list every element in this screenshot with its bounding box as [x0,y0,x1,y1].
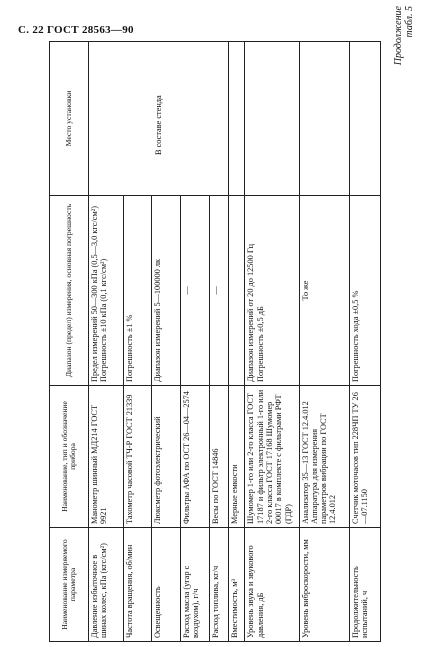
cell-parameter: Расход масла (угар с воздухом), г/ч [180,528,209,642]
table-row [349,42,380,642]
cell-instrument: Весы по ГОСТ 14846 [209,386,228,528]
column-header-place: Место установки [50,42,89,196]
cell-place [349,42,380,196]
cell-instrument: Фильтры АФА по ОСТ 26—04—2574 [180,386,209,528]
measurement-instruments-table [49,41,381,642]
cell-range: Погрешность ±1 % [124,196,151,386]
cell-instrument: Тахометр часовой ТЧ-Р ГОСТ 21339 [124,386,151,528]
cell-range [228,196,245,386]
cell-parameter: Вместимость, м³ [228,528,245,642]
cell-place: В составе стенда [89,42,229,196]
page-header: С. 22 ГОСТ 28563—90 [18,24,134,36]
cell-place [245,42,299,196]
cell-instrument: Анализатор 35—13 ГОСТ 12.4.012 Аппаратура для измерения параметров вибрации по ГОСТ 12.4.012 [299,386,349,528]
cell-range: Предел измерений 50—300 кПа (0,5—3,0 кгс/см²) Погрешность ±10 кПа (0,1 кгс/см²) [89,196,124,386]
cell-parameter: Уровень виброскорости, мм [299,528,349,642]
cell-range: Диапазон измерений от 20 до 12500 Гц Погрешность ±0,5 дБ [245,196,299,386]
table-header-row [50,42,89,642]
table-row [228,42,245,642]
cell-parameter: Продолжительность испытаний, ч [349,528,380,642]
column-header-parameter: Наименование измеряемого параметра [50,528,89,642]
cell-parameter: Частота вращения, об/мин [124,528,151,642]
cell-range: То же [299,196,349,386]
table-row [299,42,349,642]
cell-parameter: Расход топлива, кг/ч [209,528,228,642]
cell-parameter: Давление избыточное в шинах колес, кПа (кгс/см²) [89,528,124,642]
column-header-range: Диапазон (предел) измерения, основная погрешность [50,196,89,386]
cell-place [299,42,349,196]
cell-place [228,42,245,196]
table-row [89,42,124,642]
cell-range: Погрешность хода ±0,5 % [349,196,380,386]
cell-range: — [209,196,228,386]
cell-instrument: Счетчик моточасов тип 228ЧП ТУ 26—07.1150 [349,386,380,528]
cell-range: — [180,196,209,386]
cell-instrument: Манометр шинный МД214 ГОСТ 9921 [89,386,124,528]
cell-instrument: Мерные емкости [228,386,245,528]
table-continuation-label: Продолжение табл. 5 [393,6,415,66]
cell-parameter: Освещенность [151,528,180,642]
cell-parameter: Уровень звука и звукового давления, дБ [245,528,299,642]
table-row [245,42,299,642]
column-header-instrument: Наименование, тип и обозначение прибора [50,386,89,528]
cell-instrument: Люксметр фотоэлектрический [151,386,180,528]
cell-instrument: Шумомер 1-го или 2-го класса ГОСТ 17187 и фильтр электронный 1-го или 2-го класса ГОСТ 17168 Шумомер 00017 в комплекте с фильтрами РФТ (ГДР) [245,386,299,528]
cell-range: Диапазон измерений 5—100000 лк [151,196,180,386]
